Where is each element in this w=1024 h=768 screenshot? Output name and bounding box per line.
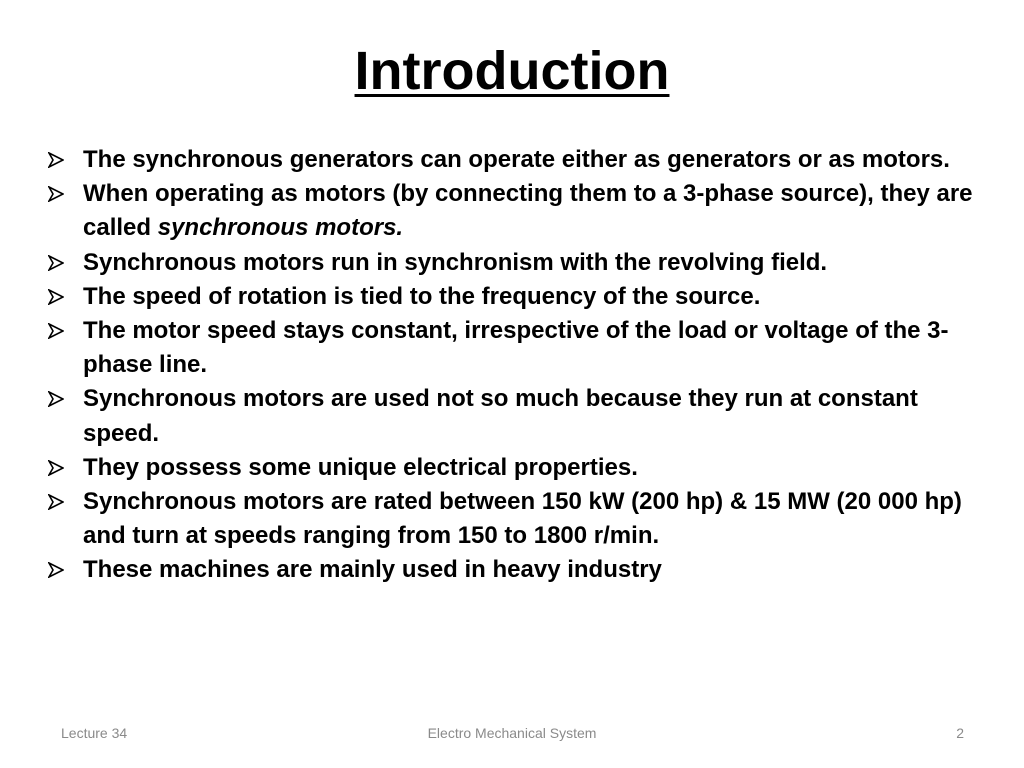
bullet-text: The motor speed stays constant, irrespective of the load or voltage of the 3-phase line. (83, 317, 949, 379)
footer-course-title: Electro Mechanical System (427, 725, 597, 741)
bullet-text: These machines are mainly used in heavy industry (83, 556, 662, 584)
arrowhead-bullet-icon (48, 289, 64, 305)
footer-lecture-label: Lecture 34 (61, 725, 128, 741)
bullet-item (46, 382, 986, 450)
bullet-item (46, 280, 986, 314)
bullet-text: Synchronous motors are rated between 150 kW (200 hp) & 15 MW (20 000 hp) and turn at speeds ranging from 150 to 1800 r/min. (83, 488, 962, 550)
arrowhead-bullet-icon (48, 562, 64, 578)
arrowhead-bullet-icon (48, 186, 64, 202)
bullet-text: They possess some unique electrical properties. (83, 453, 638, 481)
arrowhead-bullet-icon (48, 323, 64, 339)
slide-title: Introduction (354, 41, 670, 101)
bullet-item (46, 246, 986, 280)
footer-page-number: 2 (956, 725, 964, 741)
arrowhead-bullet-icon (48, 255, 64, 271)
bullet-item (46, 553, 986, 587)
arrowhead-bullet-icon (48, 494, 64, 510)
bullet-emphasis: synchronous motors. (157, 214, 404, 242)
bullet-text: The speed of rotation is tied to the frequency of the source. (83, 282, 761, 310)
bullet-text: The synchronous generators can operate either as generators or as motors. (83, 146, 950, 173)
arrowhead-bullet-icon (48, 391, 64, 407)
bullet-item (46, 314, 986, 382)
bullet-list (46, 143, 986, 588)
bullet-text: When operating as motors (by connecting them to a 3-phase source), they are called (83, 180, 973, 242)
bullet-text: Synchronous motors are used not so much because they run at constant speed. (83, 385, 918, 447)
bullet-item (46, 177, 986, 245)
bullet-text: Synchronous motors run in synchronism with the revolving field. (83, 248, 828, 276)
bullet-item (46, 485, 986, 553)
arrowhead-bullet-icon (48, 460, 64, 476)
bullet-item (46, 451, 986, 485)
bullet-item (46, 143, 986, 177)
arrowhead-bullet-icon (48, 152, 64, 168)
